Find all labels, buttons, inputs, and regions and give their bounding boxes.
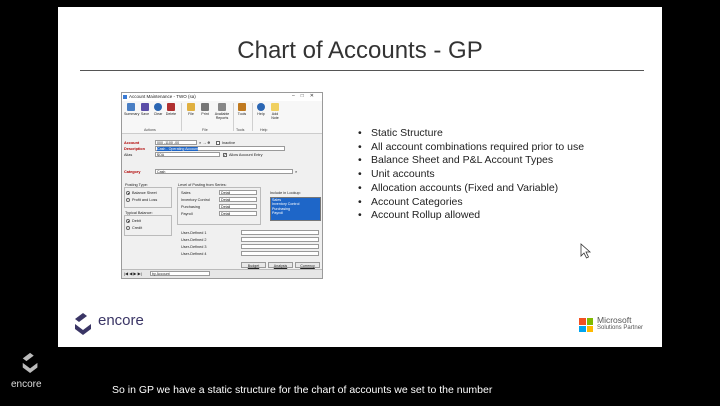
help-icon bbox=[257, 103, 265, 111]
bullet-list bbox=[358, 127, 584, 223]
credit-radio[interactable] bbox=[126, 226, 130, 230]
ms-partner-line1: Microsoft bbox=[597, 315, 632, 325]
user-defined-1-label: User-Defined 1 bbox=[181, 231, 207, 235]
description-label: Description bbox=[124, 147, 145, 151]
inventory-posting-select[interactable]: Detail bbox=[219, 197, 257, 202]
lookup-item[interactable]: Sales bbox=[272, 198, 281, 202]
typical-balance-label: Typical Balance: bbox=[125, 211, 153, 215]
user-defined-3-label: User-Defined 3 bbox=[181, 245, 207, 249]
tools-icon bbox=[238, 103, 246, 111]
bullet-item: • Account Categories bbox=[358, 196, 584, 210]
window-title: Account Maintenance - TWO (sa) bbox=[129, 94, 196, 99]
note-icon bbox=[271, 103, 279, 111]
purchasing-posting-select[interactable]: Detail bbox=[219, 204, 257, 209]
include-lookup-list[interactable] bbox=[270, 197, 321, 221]
currency-button[interactable]: Currency bbox=[295, 262, 320, 268]
posting-type-label: Posting Type: bbox=[125, 183, 148, 187]
lookup-item[interactable]: Payroll bbox=[272, 211, 283, 216]
save-icon bbox=[141, 103, 149, 111]
encore-watermark-text: encore bbox=[11, 379, 42, 390]
ribbon-separator bbox=[233, 103, 234, 131]
allow-entry-label: Allow Account Entry bbox=[229, 153, 263, 157]
description-input[interactable]: Cash - Operating Account bbox=[155, 146, 285, 151]
user-defined-3-input[interactable] bbox=[241, 244, 319, 249]
sort-order-select[interactable]: by Account bbox=[150, 271, 210, 276]
user-defined-4-label: User-Defined 4 bbox=[181, 252, 207, 256]
folder-icon bbox=[187, 103, 195, 111]
group-label-help: Help bbox=[260, 128, 268, 132]
add-note-button[interactable]: Add Note bbox=[268, 103, 282, 120]
mouse-cursor-icon bbox=[580, 243, 592, 259]
category-input[interactable]: Cash bbox=[155, 169, 293, 174]
bullet-item: • Balance Sheet and P&L Account Types bbox=[358, 154, 584, 168]
bullet-item: • All account combinations required prior to use bbox=[358, 141, 584, 155]
clear-button[interactable]: Clear bbox=[151, 103, 165, 116]
print-icon bbox=[201, 103, 209, 111]
budget-button[interactable]: Budget bbox=[241, 262, 266, 268]
delete-button[interactable]: Delete bbox=[164, 103, 178, 116]
series-label-inventory: Inventory Control bbox=[181, 198, 210, 202]
payroll-posting-select[interactable]: Detail bbox=[219, 211, 257, 216]
user-defined-2-input[interactable] bbox=[241, 237, 319, 242]
microsoft-logo-icon bbox=[579, 318, 593, 332]
print-button[interactable]: Print bbox=[198, 103, 212, 116]
lookup-item[interactable]: Purchasing bbox=[272, 206, 290, 211]
category-label: Category bbox=[124, 170, 141, 174]
summary-button[interactable]: Summary bbox=[124, 103, 138, 116]
encore-brand-text: encore bbox=[98, 312, 144, 329]
profit-loss-radio[interactable] bbox=[126, 198, 130, 202]
balance-sheet-radio[interactable] bbox=[126, 191, 130, 195]
account-lookup-icon[interactable]: ⌕ → ⊕ bbox=[199, 140, 211, 145]
debit-radio[interactable] bbox=[126, 219, 130, 223]
user-defined-2-label: User-Defined 2 bbox=[181, 238, 207, 242]
debit-label: Debit bbox=[132, 219, 141, 223]
group-label-actions: Actions bbox=[144, 128, 156, 132]
tools-button[interactable]: Tools bbox=[235, 103, 249, 116]
reports-icon bbox=[218, 103, 226, 111]
group-label-file: File bbox=[202, 128, 208, 132]
lookup-item[interactable]: Inventory Control bbox=[272, 202, 300, 207]
credit-label: Credit bbox=[132, 226, 143, 230]
ribbon-separator bbox=[252, 103, 253, 131]
sales-posting-select[interactable]: Detail bbox=[219, 190, 257, 195]
profit-loss-label: Profit and Loss bbox=[132, 198, 158, 202]
user-defined-4-input[interactable] bbox=[241, 251, 319, 256]
account-input[interactable]: 000 -1100 -00 bbox=[155, 140, 197, 145]
series-label-purchasing: Purchasing bbox=[181, 205, 200, 209]
record-nav-arrows[interactable]: |◀ ◀ ▶ ▶| bbox=[124, 271, 142, 276]
window-titlebar bbox=[122, 93, 322, 101]
undo-icon bbox=[154, 103, 162, 111]
category-lookup-icon[interactable]: ⌕ bbox=[295, 169, 298, 174]
app-icon bbox=[123, 95, 127, 99]
slide-title: Chart of Accounts - GP bbox=[237, 37, 483, 64]
account-maintenance-window bbox=[121, 92, 323, 279]
inactive-label: Inactive bbox=[222, 141, 236, 145]
encore-watermark-icon bbox=[20, 349, 42, 375]
available-reports-button[interactable]: Available Reports bbox=[213, 103, 231, 120]
title-divider bbox=[80, 70, 644, 71]
microsoft-partner-badge bbox=[597, 316, 643, 332]
alias-label: Alias bbox=[124, 153, 133, 157]
bullet-item: • Allocation accounts (Fixed and Variable) bbox=[358, 182, 584, 196]
delete-icon bbox=[167, 103, 175, 111]
user-defined-1-input[interactable] bbox=[241, 230, 319, 235]
ribbon-toolbar bbox=[122, 101, 322, 134]
bullet-item: • Static Structure bbox=[358, 127, 584, 141]
ribbon-separator bbox=[181, 103, 182, 131]
bullet-item: • Account Rollup allowed bbox=[358, 209, 584, 223]
analysis-button[interactable]: Analysis bbox=[268, 262, 293, 268]
summary-icon bbox=[127, 103, 135, 111]
balance-sheet-label: Balance Sheet bbox=[132, 191, 157, 195]
encore-logo-icon bbox=[72, 310, 96, 336]
help-button[interactable]: Help bbox=[254, 103, 268, 116]
bullet-item: • Unit accounts bbox=[358, 168, 584, 182]
series-label-payroll: Payroll bbox=[181, 212, 193, 216]
record-navigation-bar bbox=[122, 269, 322, 278]
ms-partner-line2: Solutions Partner bbox=[597, 325, 644, 331]
account-label: Account bbox=[124, 141, 140, 145]
level-of-posting-label: Level of Posting from Series: bbox=[178, 183, 227, 187]
inactive-checkbox[interactable] bbox=[216, 141, 220, 145]
series-label-sales: Sales bbox=[181, 191, 191, 195]
presentation-slide bbox=[58, 7, 662, 347]
window-controls[interactable]: –□✕ bbox=[292, 93, 320, 99]
include-lookup-label: Include in Lookup: bbox=[270, 191, 301, 195]
file-button[interactable]: File bbox=[184, 103, 198, 116]
alias-input[interactable]: $OA bbox=[155, 152, 220, 157]
allow-entry-checkbox[interactable] bbox=[223, 153, 227, 157]
group-label-tools: Tools bbox=[236, 128, 245, 132]
save-button[interactable]: Save bbox=[138, 103, 152, 116]
video-caption: So in GP we have a static structure for the chart of accounts we set to the number bbox=[112, 384, 493, 396]
